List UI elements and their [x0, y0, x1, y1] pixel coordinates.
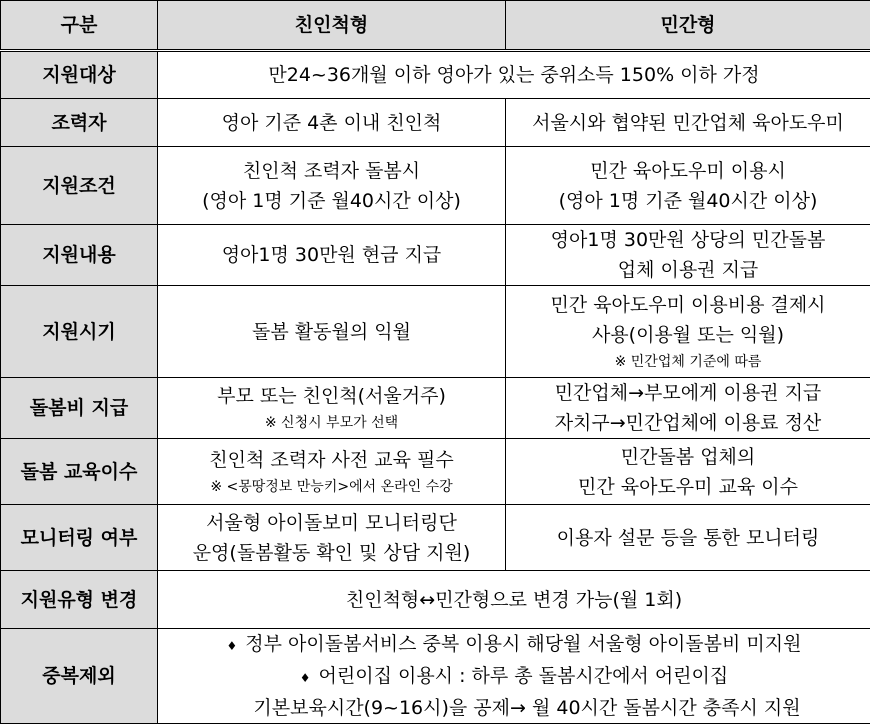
education-private-line: 민간돌봄 업체의: [510, 442, 866, 472]
payment-kin-note: ※ 신청시 부모가 선택: [162, 411, 501, 435]
row-label-exclusion: 중복제외: [1, 629, 158, 724]
condition-kin-line: 친인척 조력자 돌봄시: [162, 156, 501, 186]
row-label-monitoring: 모니터링 여부: [1, 505, 158, 571]
monitoring-kin-line: 서울형 아이돌보미 모니터링단: [162, 508, 501, 538]
diamond-bullet-icon: ♦: [227, 639, 238, 653]
exclusion-value: [158, 629, 870, 724]
row-payment: [1, 378, 870, 439]
helper-kin: 영아 기준 4촌 이내 친인척: [158, 99, 506, 147]
row-content: [1, 225, 870, 286]
target-value: 만24~36개월 이하 영아가 있는 중위소득 150% 이하 가정: [158, 51, 870, 99]
row-condition: [1, 147, 870, 225]
timing-private: [506, 286, 870, 378]
exclusion-bullet-item: [162, 661, 866, 693]
exclusion-bullet-continuation: 기본보육시간(9~16시)을 공제→ 월 40시간 돌봄시간 충족시 지원: [162, 693, 866, 723]
row-target: [1, 51, 870, 99]
payment-private: [506, 378, 870, 439]
row-timing: [1, 286, 870, 378]
exclusion-bullet-text: 정부 아이돌봄서비스 중복 이용시 해당월 서울형 아이돌봄비 미지원: [245, 633, 801, 655]
monitoring-kin-line: 운영(돌봄활동 확인 및 상담 지원): [162, 538, 501, 568]
content-private: [506, 225, 870, 286]
row-monitoring: [1, 505, 870, 571]
payment-kin: [158, 378, 506, 439]
row-helper: [1, 99, 870, 147]
row-label-change: 지원유형 변경: [1, 571, 158, 629]
education-kin: [158, 439, 506, 505]
timing-private-note: ※ 민간업체 기준에 따름: [510, 350, 866, 374]
content-kin: 영아1명 30만원 현금 지급: [158, 225, 506, 286]
condition-private: [506, 147, 870, 225]
row-change: [1, 571, 870, 629]
helper-private: 서울시와 협약된 민간업체 육아도우미: [506, 99, 870, 147]
content-private-line: 업체 이용권 지급: [510, 255, 866, 285]
exclusion-bullet-item: [162, 629, 866, 661]
condition-kin: [158, 147, 506, 225]
payment-private-line: 자치구→민간업체에 이용료 정산: [510, 408, 866, 438]
timing-private-line: 민간 육아도우미 이용비용 결제시: [510, 290, 866, 320]
education-kin-line: 친인척 조력자 사전 교육 필수: [162, 445, 501, 475]
condition-kin-line: (영아 1명 기준 월40시간 이상): [162, 186, 501, 216]
row-label-condition: 지원조건: [1, 147, 158, 225]
header-kin-type: 친인척형: [158, 1, 506, 51]
row-label-target: 지원대상: [1, 51, 158, 99]
timing-kin: 돌봄 활동월의 익월: [158, 286, 506, 378]
diamond-bullet-icon: ♦: [300, 671, 311, 685]
row-education: [1, 439, 870, 505]
education-private-line: 민간 육아도우미 교육 이수: [510, 472, 866, 502]
timing-private-line: 사용(이용월 또는 익월): [510, 320, 866, 350]
table-header-row: [1, 1, 870, 51]
education-kin-note: ※ <몽땅정보 만능키>에서 온라인 수강: [162, 475, 501, 499]
content-private-line: 영아1명 30만원 상당의 민간돌봄: [510, 225, 866, 255]
exclusion-bullet-text: 어린이집 이용시 : 하루 총 돌봄시간에서 어린이집: [319, 665, 729, 687]
header-private-type: 민간형: [506, 1, 870, 51]
row-label-content: 지원내용: [1, 225, 158, 286]
change-value: 친인척형↔민간형으로 변경 가능(월 1회): [158, 571, 870, 629]
row-label-education: 돌봄 교육이수: [1, 439, 158, 505]
header-category: 구분: [1, 1, 158, 51]
row-label-payment: 돌봄비 지급: [1, 378, 158, 439]
monitoring-kin: [158, 505, 506, 571]
education-private: [506, 439, 870, 505]
condition-private-line: 민간 육아도우미 이용시: [510, 156, 866, 186]
monitoring-private: 이용자 설문 등을 통한 모니터링: [506, 505, 870, 571]
row-label-helper: 조력자: [1, 99, 158, 147]
condition-private-line: (영아 1명 기준 월40시간 이상): [510, 186, 866, 216]
payment-private-line: 민간업체→부모에게 이용권 지급: [510, 378, 866, 408]
row-exclusion: [1, 629, 870, 724]
row-label-timing: 지원시기: [1, 286, 158, 378]
payment-kin-line: 부모 또는 친인척(서울거주): [162, 381, 501, 411]
